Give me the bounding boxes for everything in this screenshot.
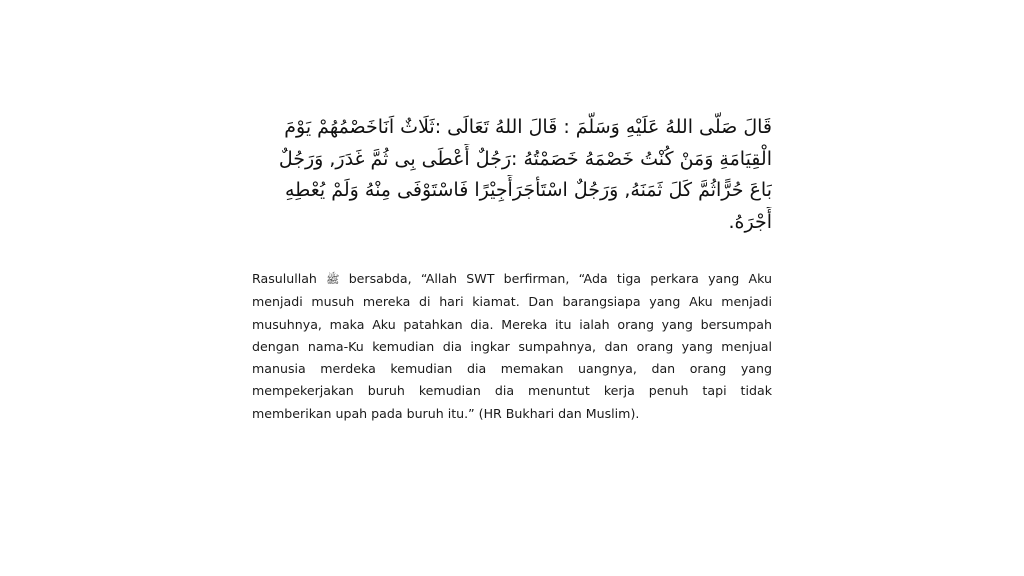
translation-line-2: menjadi musuh mereka di hari kiamat. Dan barangsiapa yang Aku menjadi [252,294,772,310]
translation-prefix: Rasulullah [252,271,317,286]
translation-line-7: memberikan upah pada buruh itu.” (HR Bukhari dan Muslim). [252,405,640,421]
translation-line-4: dengan nama-Ku kemudian dia ingkar sumpahnya, dan orang yang menjual [252,338,772,354]
salawat-honorific: ﷺ [326,273,340,286]
translation-line-3: musuhnya, maka Aku patahkan dia. Mereka itu ialah orang yang bersumpah [252,316,772,332]
arabic-line-1: قَالَ صَلَّى اللهُ عَلَيْهِ وَسَلَّمَ : قَالَ اللهُ تَعَالَى :ثَلَاثٌ اَنَاخَصْمُهُمْ يَوْمَ [284,116,772,138]
translation-line-6: mempekerjakan buruh kemudian dia menuntut kerja penuh tapi tidak [252,383,772,399]
arabic-line-2: الْقِيَامَةِ وَمَنْ كُنْتُ خَصْمَهُ خَصَمْتُهُ :رَجُلٌ أَعْطَى بِى ثُمَّ غَدَرَ, وَرَجُلٌ [278,147,772,170]
arabic-hadith-text [248,112,772,238]
translation-line-1 [252,268,772,291]
arabic-line-3: بَاعَ حُرًّاثُمَّ كَلَ ثَمَنَهُ, وَرَجُلٌ اسْتَأْجَرَأَجِيْرًا فَاسْتَوْفَى مِنْهُ وَلَمْ يُعْطِهِ [284,179,772,201]
arabic-line-4: أَجْرَهُ. [728,210,772,233]
translation-line-1-rest: bersabda, “Allah SWT berfirman, “Ada tiga perkara yang Aku [348,271,772,286]
translation-paragraph [252,268,772,425]
translation-line-5: manusia merdeka kemudian dia memakan uangnya, dan orang yang [252,361,772,377]
